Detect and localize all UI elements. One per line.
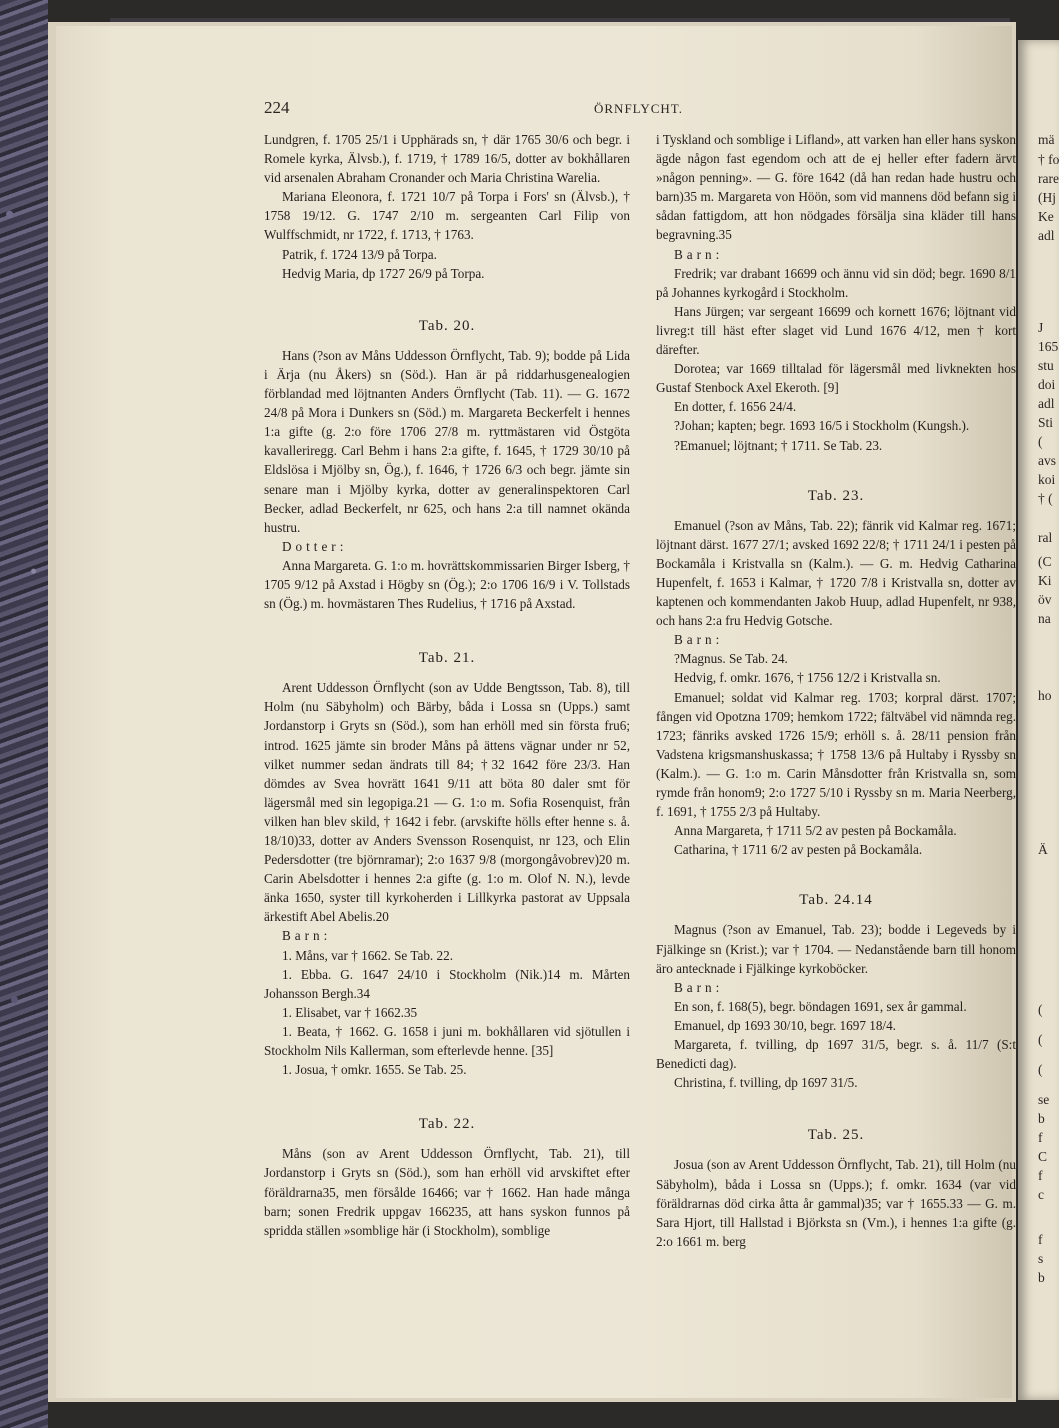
entry-paragraph: ?Emanuel; löjtnant; † 1711. Se Tab. 23. [674, 437, 883, 453]
entry-paragraph: Josua (son av Arent Uddesson Örnflycht, Tab. 21), till Holm (nu Säbyholm), båda i Lossa sn (Upps.); f. omkr. 1634 (var vid föräldrarnas död cirka åtta år gammal)35; var † 1655.33 — G. m. Sara Hjort, till Hallstad i Björksta sn (Vm.), i hennes 1:a gifte (g. 2:o 1661 m. berg [656, 1157, 1016, 1249]
section-heading: Tab. 22. [418, 1116, 476, 1133]
facing-page-fragment: adl [1038, 396, 1055, 411]
subheading: Barn: [674, 632, 724, 648]
facing-page-fragment: f [1038, 1232, 1043, 1247]
facing-page-fragment: ( [1038, 1062, 1043, 1077]
facing-page-fragment: se [1038, 1092, 1050, 1107]
entry-paragraph: Arent Uddesson Örnflycht (son av Udde Bengtsson, Tab. 8), till Holm (nu Säbyholm) och Bärby, båda i Lossa sn (Upps.) samt Jordanstorp i Gryts sn (Söd.), som han erhöll med sin första fru6; introd. 1625 jämte sin broder Måns på ättens vägnar under nr 52, vilket nummer sedan ändrats till 84; †32 1642 före 23/3. Han dömdes av Svea hovrätt 1641 9/11 att böta 80 daler smt för lägersmål med sin legopiga.21 — G. 1:o m. Sofia Rosenquist, från vilken han blev skild, † 1642 i febr. (arvskifte hölls efter henne s. å. 18/10)33, dotter av Anders Svensson Rosenquist, nr 123, och Elin Pedersdotter (tre björnramar); 2:o 1637 9/8 (morgongåvobrev)20 m. Carin Abelsdotter i hennes 2:a gifte (g. 1:o m. Olof N. N.), levde änka 1650, syster till kyrkoherden i Lillkyrka pastorat av Uppsala ärkestift Abel Abelis.20 [264, 680, 630, 925]
facing-page-fragment: rare [1038, 171, 1059, 186]
paragraph: Lundgren, f. 1705 25/1 i Upphärads sn, † där 1765 30/6 och begr. i Romele kyrka, Älvsb.), f. 1719, † 1789 16/5, dotter av bokhållaren vid arsenalen Abraham Cronander och Maria Christina Warelia. [264, 132, 630, 186]
facing-page-fragment: ( [1038, 1032, 1043, 1047]
facing-page-fragment: b [1038, 1111, 1045, 1126]
facing-page-fragment: avs [1038, 453, 1056, 468]
facing-page-fragment: doi [1038, 377, 1056, 392]
entry-paragraph: Christina, f. tvilling, dp 1697 31/5. [674, 1075, 858, 1091]
entry-paragraph: En dotter, f. 1656 24/4. [674, 399, 797, 415]
entry-paragraph: En son, f. 168(5), begr. böndagen 1691, sex år gammal. [674, 998, 967, 1014]
section-heading: Tab. 23. [807, 487, 865, 504]
section-heading: Tab. 20. [418, 317, 476, 334]
entry-paragraph: Emanuel; soldat vid Kalmar reg. 1703; korpral därst. 1707; fången vid Opotzna 1709; hemkom 1722; fältväbel vid nämnda reg. 1723; fänriks avsked 1726 15/9; erhöll s. å. 28/11 pension från Vadstena krigsmanshuskassa; † 1758 13/6 på Hultaby i Ryssby sn (Kalm.). — G. 1:o m. Carin Månsdotter från Kristvalla sn, som rymde från honom9; 2:o 1727 5/10 i Ryssby sn m. Maria Neerberg, f. 1691, † 1755 2/3 på Hultaby. [656, 689, 1016, 820]
facing-page-fragment: Sti [1038, 415, 1054, 430]
entry-paragraph: Fredrik; var drabant 16699 och ännu vid sin död; begr. 1690 8/1 på Johannes kyrkogård i Stockholm. [656, 265, 1016, 300]
book-binding [0, 0, 48, 1428]
facing-page-fragment: 165 [1038, 339, 1059, 354]
facing-page-fragment: koi [1038, 472, 1056, 487]
entry-paragraph: 1. Ebba. G. 1647 24/10 i Stockholm (Nik.)14 m. Mårten Johansson Bergh.34 [264, 966, 630, 1001]
section-heading: Tab. 21. [418, 650, 476, 667]
left-column [264, 130, 630, 1240]
facing-page-fragment: Ki [1038, 573, 1052, 588]
spacer [656, 859, 1016, 891]
subheading: Dotter: [282, 538, 348, 554]
facing-page-fragment: † fo [1038, 152, 1059, 167]
spacer [264, 613, 630, 649]
facing-page-fragment: f [1038, 1130, 1043, 1145]
facing-page-fragment: ( [1038, 434, 1043, 449]
facing-page-fragment: C [1038, 1149, 1048, 1164]
facing-page-fragment: f [1038, 1168, 1043, 1183]
entry-paragraph: Magnus (?son av Emanuel, Tab. 23); bodde i Legeveds by i Fjälkinge sn (Krist.); var † 1704. — Nedanstående barn till honom äro antecknade i Fjälkinge kyrkoböcker. [656, 922, 1016, 976]
facing-page-fragment: Ke [1038, 209, 1054, 224]
entry-paragraph: Anna Margareta, † 1711 5/2 av pesten på Bockamåla. [674, 823, 957, 839]
spacer [656, 1145, 1016, 1155]
entry-paragraph: Mariana Eleonora, f. 1721 10/7 på Torpa i Fors' sn (Älvsb.), † 1758 19/12. G. 1747 2/10 m. sergeanten Carl Filip von Wulffschmidt, nr 1722, f. 1713, † 1763. [264, 189, 630, 243]
entry-paragraph: Emanuel (?son av Måns, Tab. 22); fänrik vid Kalmar reg. 1671; löjtnant därst. 1677 27/1; avsked 1692 22/8; † 1711 24/1 i pesten på Bockamåla i Kristvalla sn (Kalm.). — G. m. Hedvig Catharina Hupenfelt, f. 1653 i Kalmar, † 1720 7/8 i Kristvalla sn, dotter av kaptenen och kommendanten Jakob Huup, adlad Hupenfelt, nr 938, och hans 2:a fru Hedvig Gotsche. [656, 517, 1016, 629]
entry-paragraph: 1. Elisabet, var † 1662.35 [282, 1004, 418, 1020]
section-heading: Tab. 24.14 [799, 892, 873, 909]
running-title: ÖRNFLYCHT. [594, 101, 683, 116]
facing-page-fragment: ( [1038, 1002, 1043, 1017]
spacer [656, 1092, 1016, 1126]
paragraph: i Tyskland och somblige i Lifland», att varken han eller hans syskon ägde någon fast egendom och att de ej heller efter fadern ärvt »någon penning». — G. före 1642 (då han redan hade hustru och barn)35 m. Margareta von Höön, som vid mannens död befann sig i sådan fattigdom, att hon nödgades försälja sina kläder till hans begravning.35 [656, 132, 1016, 243]
facing-page-fragment: Ä [1038, 842, 1048, 857]
spacer [264, 336, 630, 346]
entry-paragraph: Måns (son av Arent Uddesson Örnflycht, Tab. 21), till Jordanstorp i Gryts sn (Söd.), som han erhöll vid arvskiftet efter föräldrarna35, men försålde 16466; var † 1662. Han hade många barn; sonen Fredrik uppgav 166235, att hans syskon funnos på spridda ställen »somblige här (i Stockholm), somblige [264, 1146, 630, 1238]
entry-paragraph: Hedvig Maria, dp 1727 26/9 på Torpa. [282, 265, 485, 281]
spacer [264, 1134, 630, 1144]
subheading: Barn: [282, 928, 332, 944]
facing-page-fragment: b [1038, 1270, 1045, 1285]
spacer [264, 1079, 630, 1115]
entry-paragraph: Margareta, f. tvilling, dp 1697 31/5, begr. s. å. 11/7 (S:t Benedicti dag). [656, 1037, 1016, 1072]
right-column [656, 130, 1016, 1251]
entry-paragraph: Patrik, f. 1724 13/9 på Torpa. [282, 246, 437, 262]
entry-paragraph: Catharina, † 1711 6/2 av pesten på Bockamåla. [674, 842, 923, 858]
entry-paragraph: 1. Beata, † 1662. G. 1658 i juni m. bokhållaren vid sjötullen i Stockholm Nils Kallerman, som efterlevde henne. [35] [264, 1023, 630, 1059]
spacer [656, 910, 1016, 920]
entry-paragraph: Anna Margareta. G. 1:o m. hovrättskommissarien Birger Isberg, † 1705 9/12 på Axstad i Högby sn (Ög.); 2:o 1706 16/9 i V. Tollstads sn (Ög.) m. hovmästaren Thes Rudelius, † 1716 på Axstad. [264, 557, 630, 612]
entry-paragraph: Hans Jürgen; var sergeant 16699 och kornett 1676; löjtnant vid livreg:t till häst efter slaget vid Lund 1676 4/12, men † kort därefter. [656, 303, 1016, 358]
facing-page-fragment: na [1038, 611, 1051, 626]
facing-page-fragment: ral [1038, 530, 1053, 545]
entry-paragraph: 1. Josua, † omkr. 1655. Se Tab. 25. [282, 1062, 467, 1078]
spacer [656, 506, 1016, 516]
spacer [656, 455, 1016, 487]
facing-page-fragment: s [1038, 1251, 1044, 1266]
entry-paragraph: ?Magnus. Se Tab. 24. [674, 651, 788, 667]
entry-paragraph: Dorotea; var 1669 tilltalad för lägersmål med livknekten hos Gustaf Stenbock Axel Ekeroth. [9] [656, 361, 1016, 396]
facing-page-fragment: c [1038, 1187, 1044, 1202]
facing-page-fragment: öv [1038, 592, 1052, 607]
facing-page-fragment: adl [1038, 228, 1055, 243]
facing-page-fragment: ho [1038, 688, 1052, 703]
spacer [264, 283, 630, 317]
entry-paragraph: Hans (?son av Måns Uddesson Örnflycht, Tab. 9); bodde på Lida i Ärja (nu Åkers) sn (Söd.). Han är på riddarhusgenealogien förblandad med löjtnanten Anders Örnflycht (Tab. 11). — G. 1672 24/8 på Mora i Dunkers sn (Söd.) m. Margareta Beckerfelt i hennes 1:a gifte (g. 2:o före 1706 27/8 m. ryttmästaren vid Östgöta kavalleriregg. Carl Behm i hans 2:a gifte, f. 1645, † 1729 30/10 på Eldslösa i Mjölby sn, Ög.), f. 1646, † 1726 6/3 och begr. jämte sin senare man i Mjölby kyrka, dotter av generalinspektoren Carl Becker, adlad Beckerfelt, nr 625, och hans 2:a till namnet okända hustru. [264, 347, 630, 535]
subheading: Barn: [674, 246, 724, 262]
entry-paragraph: ?Johan; kapten; begr. 1693 16/5 i Stockholm (Kungsh.). [674, 418, 970, 434]
spacer [264, 668, 630, 678]
facing-page-fragment: J [1038, 320, 1044, 335]
entry-paragraph: Hedvig, f. omkr. 1676, † 1756 12/2 i Kristvalla sn. [674, 670, 941, 686]
facing-page-edge [1018, 40, 1059, 1400]
subheading: Barn: [674, 979, 724, 995]
section-heading: Tab. 25. [807, 1127, 865, 1144]
facing-page-fragment: mä [1038, 132, 1055, 147]
entry-paragraph: Emanuel, dp 1693 30/10, begr. 1697 18/4. [674, 1017, 896, 1033]
page-header [264, 98, 1014, 120]
page-number: 224 [264, 98, 290, 117]
facing-page-fragment: † ( [1038, 491, 1053, 506]
facing-page-fragment: (Hj [1038, 190, 1056, 205]
entry-paragraph: 1. Måns, var † 1662. Se Tab. 22. [282, 947, 453, 963]
facing-page-fragment: stu [1038, 358, 1054, 373]
facing-page-fragment: (C [1038, 554, 1052, 569]
